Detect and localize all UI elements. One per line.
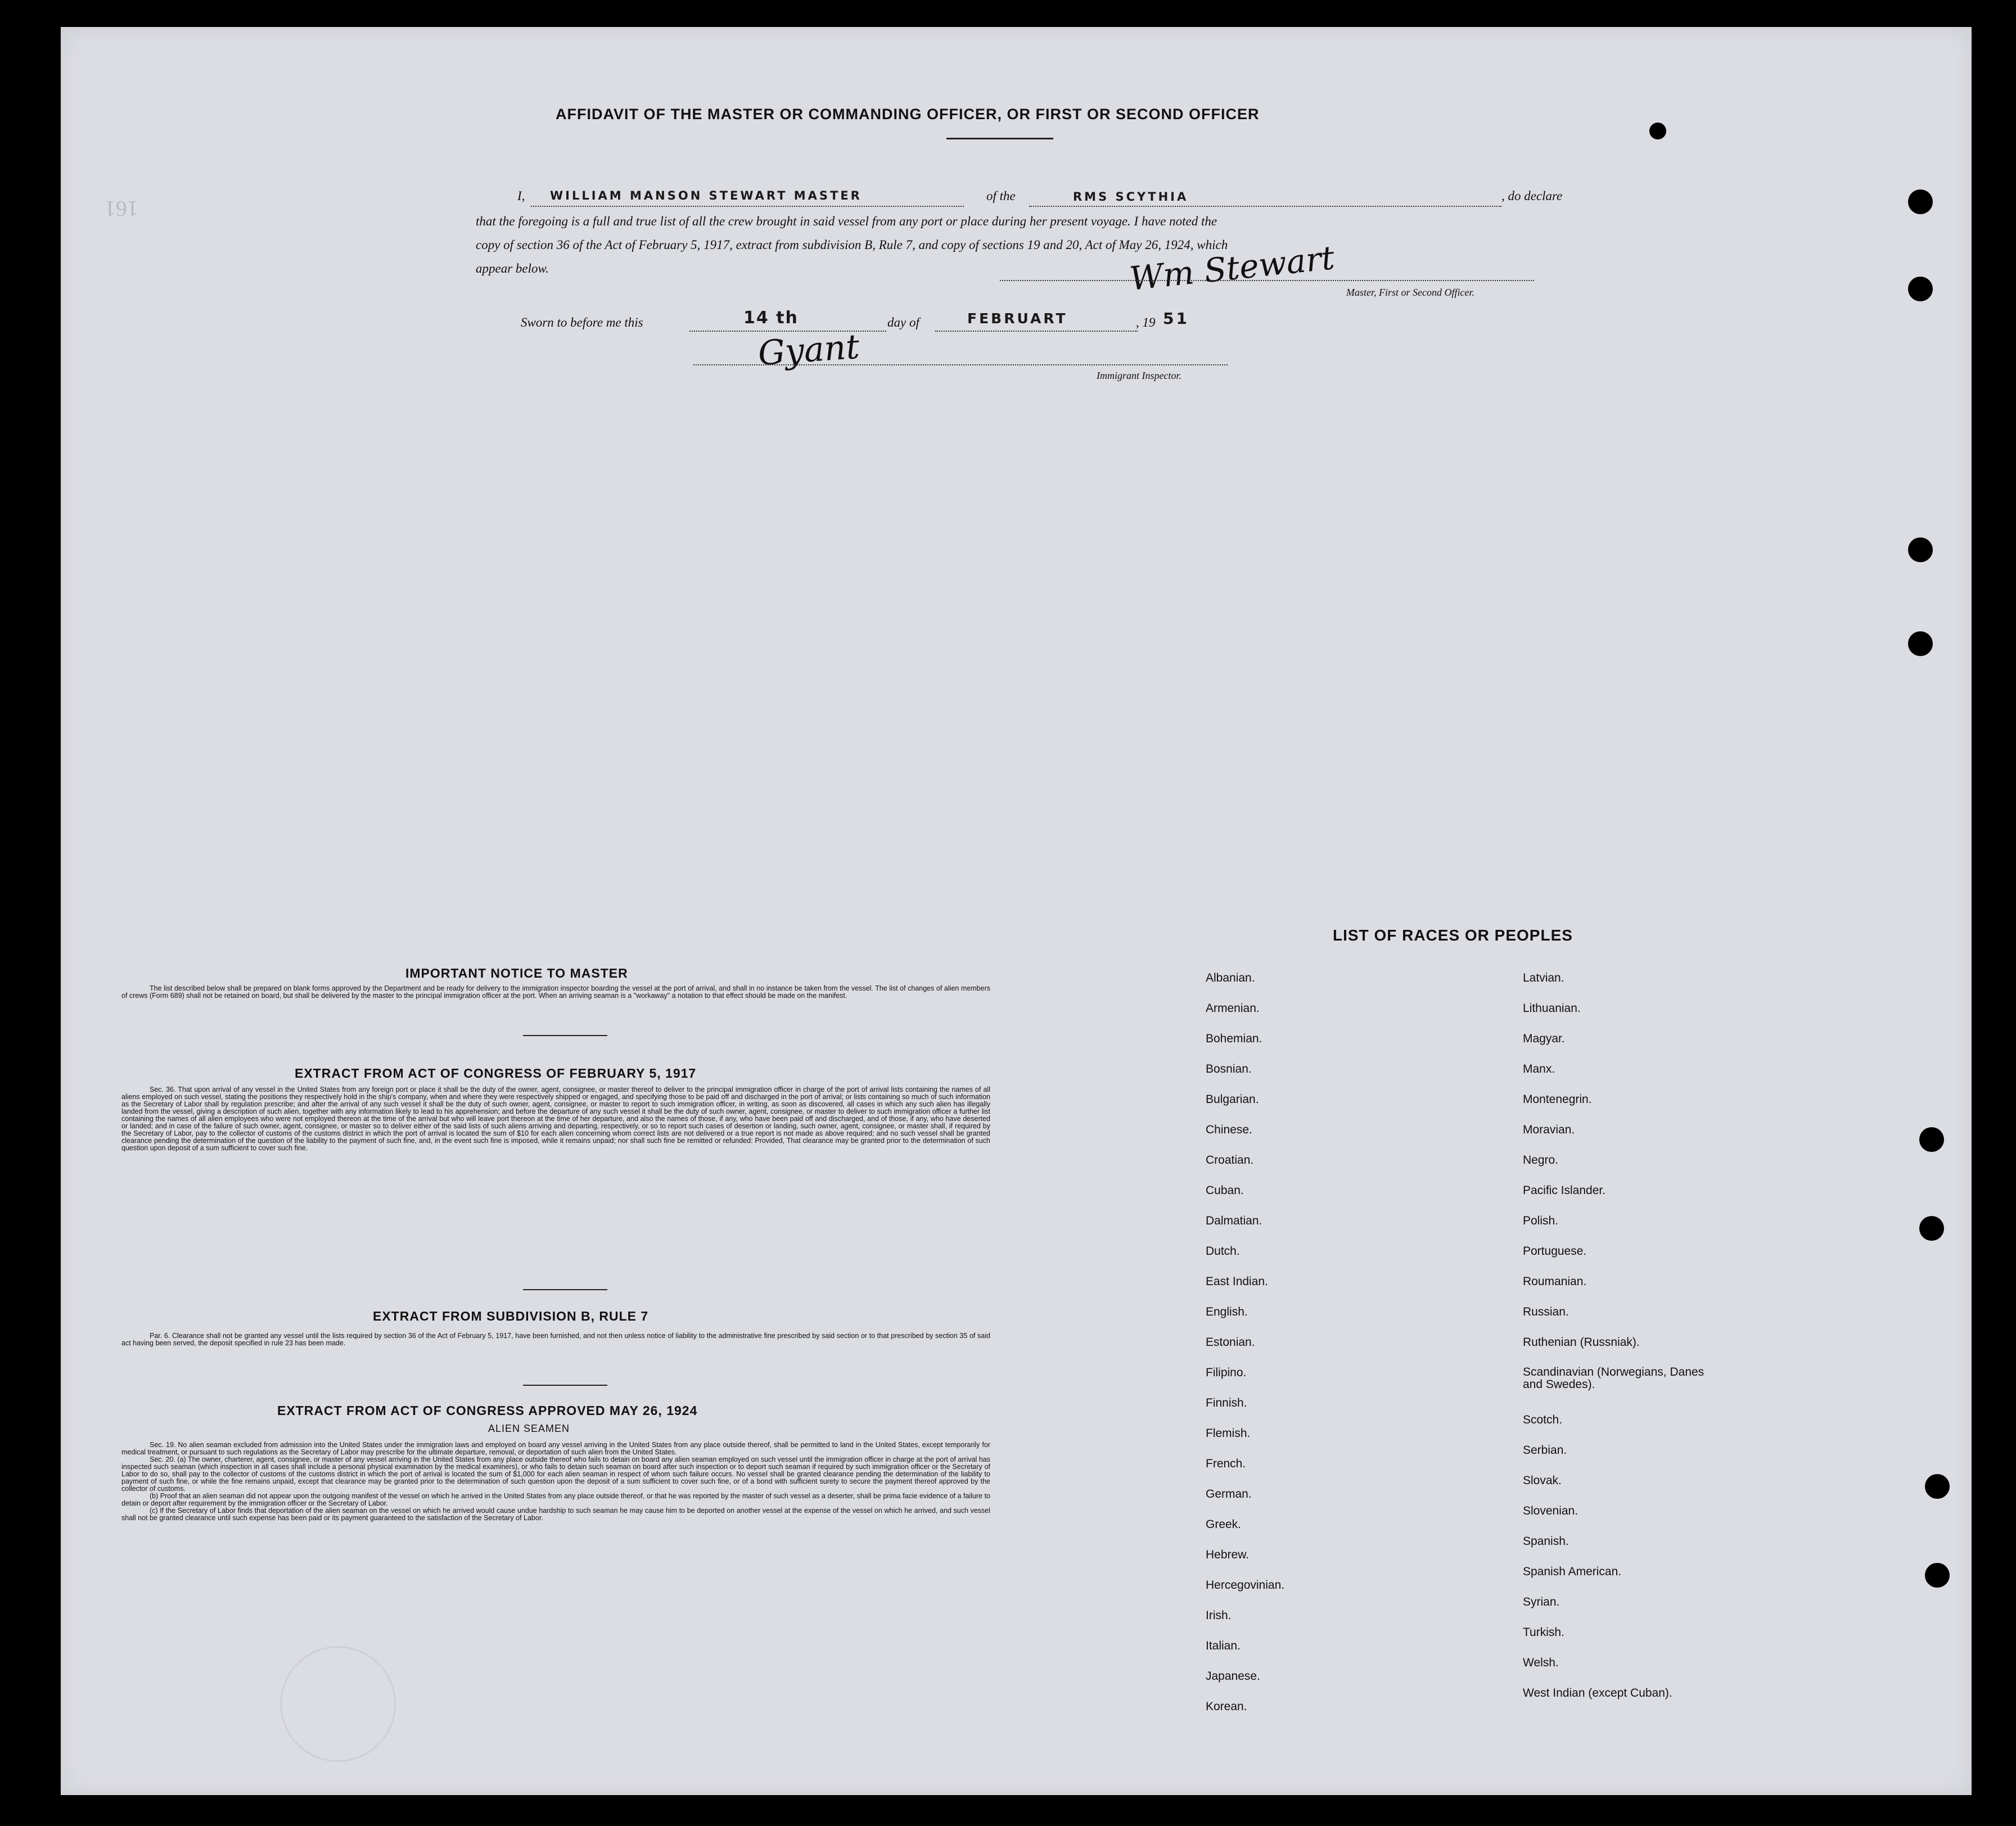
- race-item: Dalmatian.: [1206, 1214, 1262, 1227]
- month-value: FEBRUART: [967, 310, 1068, 327]
- extract-1924-title: EXTRACT FROM ACT OF CONGRESS APPROVED MAY 26, 1924: [277, 1403, 698, 1418]
- race-item: East Indian.: [1206, 1275, 1268, 1288]
- race-item: Bohemian.: [1206, 1032, 1262, 1045]
- embossed-seal: [280, 1646, 396, 1762]
- binder-hole: [1908, 631, 1933, 656]
- race-item: Greek.: [1206, 1518, 1242, 1531]
- signature-line: [1000, 280, 1534, 281]
- extract-1917-body: Sec. 36. That upon arrival of any vessel in the United States from any foreign port or place it shall be the duty of the owner, agent, consignee, or master thereof to deliver to the principal immigration officer in charge of the port of arrival lists containing the names of all aliens employed on such vessel, stating the positions they respectively hold in the ship's company, when and where they were respectively shipped or engaged, and specifying those to be paid off and discharged in the port of arrival; or lists containing so much of such information as the Secretary of Labor shall by regulation prescribe; and after the arrival of any such vessel it shall be the duty of such owner, agent, consignee, or master to report to such immigration officer, in writing, as soon as discovered, all cases in which any such alien has illegally landed from the vessel, giving a description of such alien, together with any information likely to lead to his apprehension; and before the departure of any such vessel it shall be the duty of such owner, agent, consignee, or master to deliver to such immigration officer a further list containing the names of all alien employees who were not employed thereon at the time of the arrival but who will leave port thereon at the time of her departure, and also the names of those, if any, who have been paid off and discharged, and of those, if any, who have deserted or landed; and in case of the failure of such owner, agent, consignee, or master so to deliver either of the said lists of such aliens arriving and departing, respectively, or so to report such cases of desertion or landing, such owner, agent, consignee, or master shall, if required by the Secretary of Labor, pay to the collector of customs of the customs district in which the port of arrival is located the sum of $10 for each alien concerning whom correct lists are not delivered or a true report is not made as above required; and no such vessel shall be granted clearance pending the determination of the question of the liability to the payment of such fine, and, in the event such fine is imposed, while it remains unpaid; nor shall such fine be remitted or refunded: Provided, That clearance may be granted prior to the determination of such question upon deposit of a sum sufficient to cover such fine.: [121, 1086, 990, 1152]
- month-line: [935, 331, 1138, 332]
- races-title: LIST OF RACES OR PEOPLES: [1333, 926, 1573, 944]
- race-item: Irish.: [1206, 1609, 1232, 1622]
- sec20b-paragraph: (b) Proof that an alien seaman did not appear upon the outgoing manifest of the vessel on which he arrived in the United States from any place outside thereof, or that he was reported by the master of such vessel as a deserter, shall be prima facie evidence of a failure to detain or deport after requirement by the immigration officer or the Secretary of Labor.: [121, 1492, 990, 1507]
- race-item: English.: [1206, 1305, 1248, 1318]
- inspector-signature: Gyant: [756, 327, 861, 374]
- alien-seamen-subtitle: ALIEN SEAMEN: [488, 1423, 570, 1434]
- race-item: Pacific Islander.: [1523, 1184, 1606, 1197]
- affidavit-i: I,: [517, 189, 525, 203]
- day-line: [689, 331, 886, 332]
- rule7-body: Par. 6. Clearance shall not be granted any vessel until the lists required by section 36 of the Act of February 5, 1917, have been furnished, and not then unless notice of liability to the administrative fine prescribed by said section or to that prescribed by section 35 of said act having been served, the deposit specified in rule 23 has been made.: [121, 1332, 990, 1347]
- day-value: 14 th: [743, 308, 799, 328]
- race-item: Finnish.: [1206, 1396, 1247, 1409]
- divider: [523, 1035, 607, 1036]
- day-of-label: day of: [887, 315, 919, 329]
- inspector-line: [693, 364, 1228, 365]
- master-signature: Wm Stewart: [1127, 238, 1337, 298]
- race-item: Bosnian.: [1206, 1063, 1252, 1075]
- vessel-name-handwritten: RMS SCYTHIA: [1073, 190, 1189, 204]
- year-value: 51: [1163, 309, 1189, 328]
- binder-hole: [1908, 277, 1933, 301]
- race-item: Japanese.: [1206, 1670, 1260, 1683]
- race-item: Scandinavian (Norwegians, Danes and Swedes).: [1523, 1366, 1704, 1391]
- binder-hole: [1925, 1474, 1950, 1499]
- divider: [523, 1289, 607, 1290]
- race-item: Syrian.: [1523, 1596, 1560, 1608]
- race-item: Lithuanian.: [1523, 1002, 1581, 1015]
- race-item: German.: [1206, 1488, 1252, 1500]
- affidavit-line2: that the foregoing is a full and true list of all the crew brought in said vessel from any port or place during her present voyage. I have noted the: [476, 214, 1217, 228]
- race-item: Flemish.: [1206, 1427, 1251, 1440]
- race-item: Welsh.: [1523, 1656, 1559, 1669]
- race-item: Manx.: [1523, 1063, 1555, 1075]
- binder-hole: [1919, 1127, 1944, 1152]
- race-item: Polish.: [1523, 1214, 1559, 1227]
- race-item: Korean.: [1206, 1700, 1247, 1713]
- race-item: Moravian.: [1523, 1123, 1575, 1136]
- margin-mark: 161: [105, 196, 138, 222]
- race-item: Slovak.: [1523, 1474, 1562, 1487]
- master-name-handwritten: WILLIAM MANSON STEWART MASTER: [550, 189, 862, 202]
- race-item: Scotch.: [1523, 1413, 1563, 1426]
- race-item: Portuguese.: [1523, 1245, 1587, 1258]
- race-item: Bulgarian.: [1206, 1093, 1259, 1106]
- race-item: Filipino.: [1206, 1366, 1247, 1379]
- race-item: Turkish.: [1523, 1626, 1564, 1639]
- race-item: Russian.: [1523, 1305, 1569, 1318]
- extract-1924-body: [121, 1441, 990, 1522]
- binder-hole: [1919, 1216, 1944, 1241]
- extract-1917-title: EXTRACT FROM ACT OF CONGRESS OF FEBRUARY 5, 1917: [295, 1066, 697, 1081]
- race-item: Hebrew.: [1206, 1548, 1250, 1561]
- race-item: West Indian (except Cuban).: [1523, 1687, 1672, 1700]
- affidavit-line3: copy of section 36 of the Act of February 5, 1917, extract from subdivision B, Rule 7, and copy of sections 19 and 20, Act of May 26, 1924, which: [476, 238, 1228, 252]
- sec20c-paragraph: (c) If the Secretary of Labor finds that deportation of the alien seaman on the vessel on which he arrived would cause undue hardship to such seaman he may cause him to be deported on another vessel at the expense of the vessel on which he arrived, and such vessel shall not be granted clearance until such expense has been paid or its payment guaranteed to the satisfaction of the Secretary of Labor.: [121, 1507, 990, 1522]
- do-declare-label: , do declare: [1501, 189, 1563, 203]
- binder-hole: [1908, 537, 1933, 562]
- race-item: Montenegrin.: [1523, 1093, 1592, 1106]
- binder-hole: [1908, 189, 1933, 214]
- race-item: Italian.: [1206, 1639, 1241, 1652]
- race-item: Spanish.: [1523, 1535, 1569, 1548]
- title-underline: [946, 138, 1053, 139]
- race-item: Latvian.: [1523, 971, 1564, 984]
- inspector-caption: Immigrant Inspector.: [1097, 370, 1181, 381]
- race-item: Roumanian.: [1523, 1275, 1587, 1288]
- sec20a-paragraph: Sec. 20. (a) The owner, charterer, agent, consignee, or master of any vessel arriving in the United States from any place outside thereof who fails to detain on board any alien seaman employed on such vessel until the immigration officer in charge at the port of arrival has inspected such seaman (which inspection in all cases shall include a personal physical examination by the medical examiners), or who fails to detain such seaman on board after such inspection or to deport such seaman if required by such immigration officer or the Secretary of Labor to do so, shall pay to the collector of customs of the customs district in which the port of arrival is located the sum of $1,000 for each alien seaman in respect of whom such failure occurs. No vessel shall be granted clearance pending the determination of the liability to payment of such fine, or while the fine remains unpaid, except that clearance may be granted prior to the determination of such question upon the deposit of a sum sufficient to cover such fine, or of a bond with sufficient surety to secure the payment thereof approved by the collector of customs.: [121, 1456, 990, 1493]
- divider: [523, 1385, 607, 1386]
- of-the-label: of the: [986, 189, 1016, 203]
- race-item: Chinese.: [1206, 1123, 1252, 1136]
- ink-blot: [1649, 123, 1666, 139]
- race-item: Serbian.: [1523, 1444, 1567, 1457]
- race-item: Slovenian.: [1523, 1504, 1578, 1517]
- year-prefix: , 19: [1136, 315, 1156, 329]
- binder-hole: [1925, 1563, 1950, 1588]
- rule7-title: EXTRACT FROM SUBDIVISION B, RULE 7: [373, 1309, 649, 1323]
- race-item: Estonian.: [1206, 1336, 1255, 1349]
- vessel-line: [1029, 206, 1501, 207]
- affidavit-line4: appear below.: [476, 261, 549, 275]
- race-item: Ruthenian (Russniak).: [1523, 1336, 1640, 1349]
- notice-title: IMPORTANT NOTICE TO MASTER: [405, 966, 628, 980]
- race-item: Hercegovinian.: [1206, 1579, 1285, 1592]
- race-item: Negro.: [1523, 1154, 1559, 1167]
- race-item: Magyar.: [1523, 1032, 1565, 1045]
- sec19-paragraph: Sec. 19. No alien seaman excluded from admission into the United States under the immigration laws and employed on board any vessel arriving in the United States from any place outside thereof, shall be permitted to land in the United States, except temporarily for medical treatment, or pursuant to such regulations as the Secretary of Labor may prescribe for the ultimate departure, removal, or deportation of such alien from the United States.: [121, 1441, 990, 1456]
- race-item: Spanish American.: [1523, 1565, 1622, 1578]
- signature-caption: Master, First or Second Officer.: [1346, 287, 1474, 298]
- race-item: Dutch.: [1206, 1245, 1240, 1258]
- notice-body: The list described below shall be prepared on blank forms approved by the Department and be ready for delivery to the immigration inspector boarding the vessel at the port of arrival, and shall in no instance be taken from the vessel. The list of changes of alien members of crews (Form 689) shall not be retained on board, but shall be delivered by the master to the principal immigration officer at the port. When an arriving seaman is a "workaway" a notation to that effect should be made on the manifest.: [121, 984, 990, 1000]
- document-page: [61, 27, 1972, 1795]
- master-name-line: [531, 206, 964, 207]
- race-item: Croatian.: [1206, 1154, 1254, 1167]
- race-item: Armenian.: [1206, 1002, 1260, 1015]
- race-item: Cuban.: [1206, 1184, 1244, 1197]
- race-item: Albanian.: [1206, 971, 1255, 984]
- affidavit-title: AFFIDAVIT OF THE MASTER OR COMMANDING OFFICER, OR FIRST OR SECOND OFFICER: [556, 106, 1260, 123]
- race-item: French.: [1206, 1457, 1246, 1470]
- sworn-label: Sworn to before me this: [521, 315, 643, 329]
